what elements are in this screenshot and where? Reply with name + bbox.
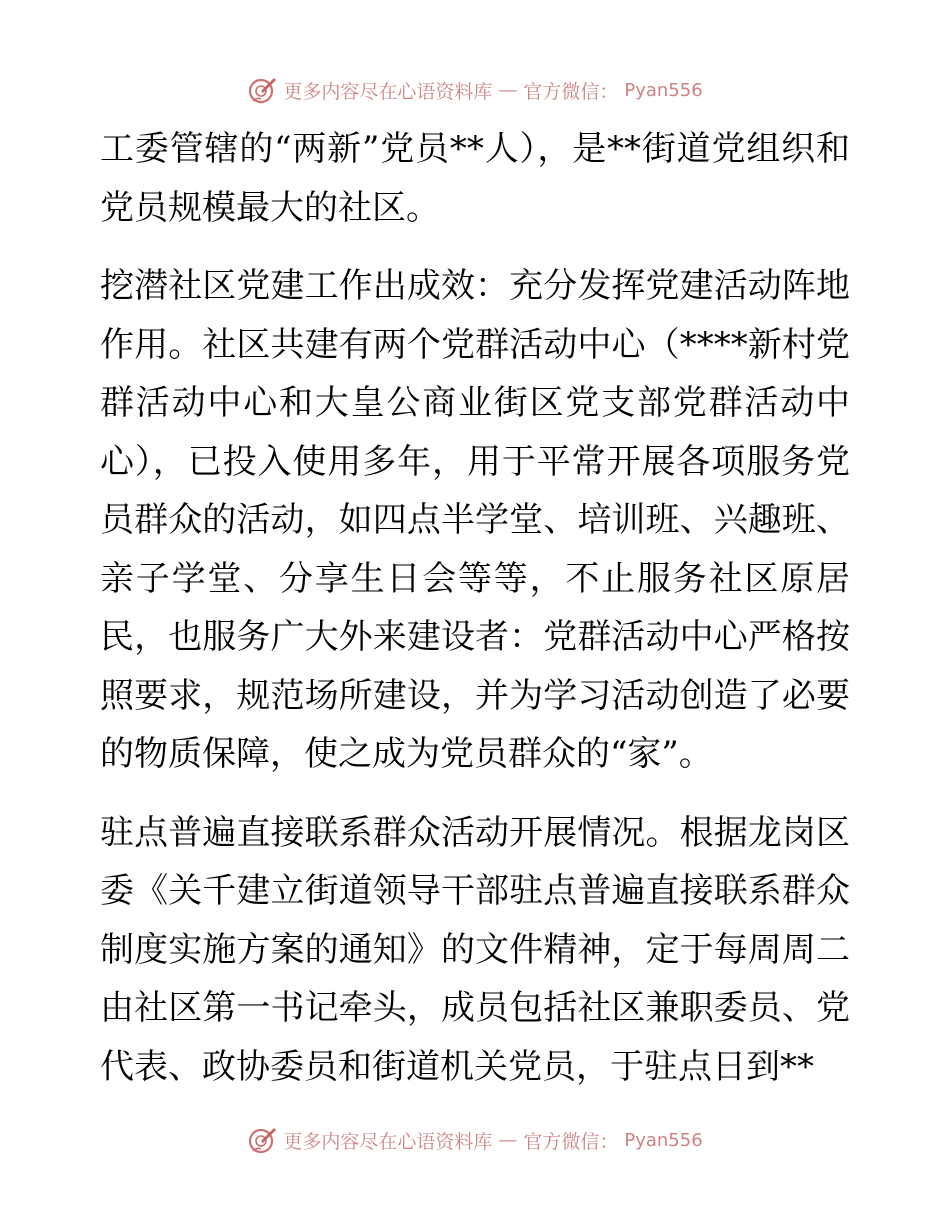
header-watermark — [0, 70, 950, 110]
watermark-text: 更多内容尽在心语资料库 — [283, 80, 493, 103]
watermark-separator: — — [498, 1129, 518, 1151]
document-body — [100, 120, 850, 1096]
watermark-label: 官方微信： — [523, 1130, 619, 1153]
footer-watermark — [0, 1120, 950, 1160]
paragraph-3: 驻点普遍直接联系群众活动开展情况。根据龙岗区委《关千建立街道领导干部驻点普遍直接联系群众制度实施方案的通知》的文件精神，定于每周周二由社区第一书记牵头，成员包括社区兼职委员、党代表、政协委员和街道机关党员，于驻点日到** — [100, 812, 850, 1087]
watermark-handle: Pyan556 — [624, 79, 703, 101]
pen-circle-logo-icon — [247, 75, 277, 105]
watermark-handle: Pyan556 — [624, 1129, 703, 1151]
paragraph-1: 工委管辖的“两新”党员**人），是**街道党组织和党员规模最大的社区。 — [100, 129, 850, 228]
pen-circle-logo-icon — [247, 1125, 277, 1155]
watermark-separator: — — [498, 79, 518, 101]
paragraph-2: 挖潜社区党建工作出成效：充分发挥党建活动阵地作用。社区共建有两个党群活动中心（****新村党群活动中心和大皇公商业街区党支部党群活动中心），已投入使用多年，用于平常开展各项服务党员群众的活动，如四点半学堂、培训班、兴趣班、亲子学堂、分享生日会等等，不止服务社区原居民，也服务广大外来建设者：党群活动中心严格按照要求，规范场所建设，并为学习活动创造了必要的物质保障，使之成为党员群众的“家”。 — [100, 266, 850, 774]
watermark-text: 更多内容尽在心语资料库 — [283, 1130, 493, 1153]
watermark-label: 官方微信： — [523, 80, 619, 103]
